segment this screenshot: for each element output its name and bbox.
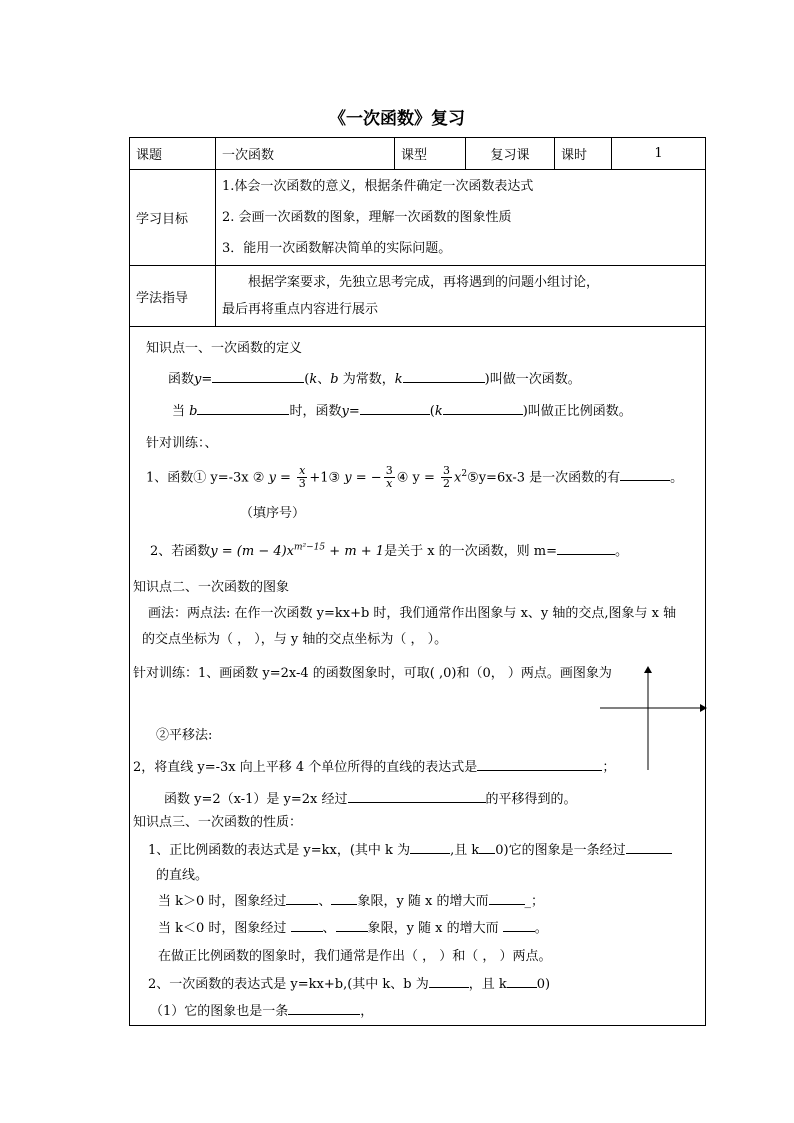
table-row	[130, 170, 706, 266]
value-type: 复习课	[466, 138, 555, 170]
math: x	[453, 470, 462, 486]
blank	[291, 918, 323, 932]
fraction	[297, 465, 307, 490]
graph-method-line-1: 画法：两点法: 在作一次函数 y=kx+b 时，我们通常作出图象与 x、y 轴的交点,图象与 x 轴	[148, 606, 677, 621]
text: 2、一次函数的表达式是 y=kx+b,(其中 k、b 为	[148, 977, 429, 992]
math: y = (m − 4)x	[210, 544, 295, 559]
text: ⑤y=6x-3 是一次函数的有	[467, 470, 621, 486]
definition-line-1	[168, 368, 581, 387]
table-row	[130, 266, 706, 327]
text: 、	[317, 372, 331, 387]
text: 1、函数① y=-3x ②	[146, 470, 265, 486]
text: 象限，y 随 x 的增大而	[357, 894, 489, 909]
property-line-2: 的直线。	[156, 868, 209, 883]
math: ④ y =	[396, 470, 439, 486]
text: 的平移得到的。	[485, 792, 577, 807]
blank	[443, 401, 523, 415]
text: )叫做一次函数。	[484, 372, 581, 387]
text: 、	[322, 921, 336, 936]
text: =	[348, 404, 360, 419]
blank	[489, 891, 525, 905]
text: 。	[615, 544, 629, 559]
text: 1、正比例函数的表达式是 y=kx，(其中 k 为	[148, 843, 411, 858]
definition-line-2	[172, 400, 632, 419]
text: _；	[524, 894, 545, 909]
question-4	[164, 788, 577, 807]
var: k	[434, 404, 443, 419]
blank	[348, 789, 486, 803]
text: 0)它的图象是一条经过	[495, 843, 626, 858]
blank	[212, 369, 304, 383]
blank	[410, 840, 450, 854]
label-topic: 课题	[130, 138, 216, 170]
text: 是关于 x 的一次函数，则 m=	[384, 544, 558, 559]
var: k	[394, 372, 403, 387]
numerator: x	[299, 464, 306, 478]
value-hours: 1	[612, 138, 706, 170]
var: y	[341, 404, 349, 419]
page-title: 《一次函数》复习	[329, 109, 465, 129]
var: k	[309, 372, 318, 387]
blank	[557, 541, 615, 555]
var: b	[189, 404, 198, 419]
method-line: 最后再将重点内容进行展示	[222, 302, 379, 317]
method-cell	[216, 266, 706, 327]
text: ,且 k	[450, 843, 480, 858]
text: ；	[602, 760, 616, 775]
table-row	[130, 138, 706, 170]
goal-item: 3．能用一次函数解决简单的实际问题。	[222, 241, 452, 256]
section-2-title: 知识点二、一次函数的图象	[133, 580, 290, 595]
practice-2: 针对训练：1、画函数 y=2x-4 的函数图象时，可取( ,0)和（0， ）两点。画图象为	[133, 666, 612, 681]
property-line-3	[158, 890, 544, 909]
blank	[288, 1001, 360, 1015]
value-topic: 一次函数	[216, 138, 395, 170]
text: 2、若函数	[150, 544, 211, 559]
property-line-4	[158, 917, 548, 936]
exponent: m²−15	[294, 542, 326, 553]
label-goals: 学习目标	[130, 170, 216, 266]
label-method: 学法指导	[130, 266, 216, 327]
blank	[360, 401, 430, 415]
question-2	[150, 540, 628, 559]
blank	[620, 467, 670, 481]
question-1-note: （填序号）	[240, 506, 306, 521]
label-type: 课型	[395, 138, 466, 170]
exponent: 2	[461, 469, 468, 479]
property-line-6	[148, 973, 550, 992]
section-1-title: 知识点一、一次函数的定义	[146, 341, 303, 356]
text: 为常数，	[338, 372, 395, 387]
text: 当	[172, 404, 190, 419]
graph-method-line-2: 的交点坐标为（ ， ），与 y 轴的交点坐标为（ ， ）。	[142, 632, 448, 647]
practice-heading: 针对训练：、	[146, 436, 218, 451]
text: +1③	[309, 470, 341, 486]
question-1	[146, 462, 683, 490]
property-line-7	[150, 1000, 373, 1019]
denominator: 2	[442, 477, 450, 491]
text: (	[429, 404, 435, 419]
text: 函数 y=2（x-1）是 y=2x 经过	[164, 792, 348, 807]
blank	[626, 840, 672, 854]
y-axis-arrow	[644, 666, 652, 673]
blank	[403, 369, 485, 383]
text: )叫做正比例函数。	[522, 404, 632, 419]
text: 。	[534, 921, 548, 936]
section-3-title: 知识点三、一次函数的性质：	[133, 815, 303, 830]
denominator: 3	[298, 477, 306, 491]
goal-item: 1.体会一次函数的意义，根据条件确定一次函数表达式	[222, 179, 534, 194]
text: 0)	[536, 977, 551, 992]
var: y	[194, 372, 202, 387]
text: 时，函数	[289, 404, 342, 419]
blank	[197, 401, 289, 415]
numerator: 3	[442, 464, 450, 478]
blank	[429, 974, 469, 988]
property-line-1	[148, 839, 672, 858]
text: ，且 k	[468, 977, 507, 992]
math: + m + 1	[325, 544, 385, 559]
fraction	[384, 465, 395, 490]
math: y = −	[344, 470, 382, 486]
method-line: 根据学案要求，先独立思考完成，再将遇到的问题小组讨论，	[248, 275, 600, 290]
goals-cell	[216, 170, 706, 266]
text: (	[304, 372, 310, 387]
text: 。	[670, 470, 684, 486]
property-line-5: 在做正比例函数的图象时，我们通常是作出（ ， ）和（ ， ）两点。	[158, 949, 552, 964]
fraction	[441, 465, 452, 490]
blank	[336, 918, 368, 932]
text: （1）它的图象也是一条	[150, 1004, 289, 1019]
blank	[477, 757, 602, 771]
text: 当 k＜0 时，图象经过	[158, 921, 291, 936]
text: 象限，y 随 x 的增大而	[367, 921, 503, 936]
label-hours: 课时	[555, 138, 612, 170]
x-axis-arrow	[700, 704, 707, 712]
text: 当 k＞0 时，图象经过	[158, 894, 287, 909]
text: 函数	[168, 372, 195, 387]
math: y =	[268, 470, 296, 486]
goal-item: 2. 会画一次函数的图象，理解一次函数的图象性质	[222, 210, 512, 225]
lesson-info-table	[129, 137, 706, 327]
shift-method-title: ②平移法:	[156, 728, 213, 743]
blank	[507, 974, 537, 988]
blank	[479, 840, 495, 854]
blank	[286, 891, 318, 905]
text: =	[201, 372, 213, 387]
question-3	[133, 756, 615, 775]
text: 、	[318, 894, 332, 909]
text: 2，将直线 y=-3x 向上平移 4 个单位所得的直线的表达式是	[133, 760, 478, 775]
numerator: 3	[385, 464, 393, 478]
denominator: x	[386, 477, 393, 491]
var: b	[330, 372, 339, 387]
blank	[331, 891, 357, 905]
blank	[503, 918, 535, 932]
text: ，	[360, 1004, 374, 1019]
